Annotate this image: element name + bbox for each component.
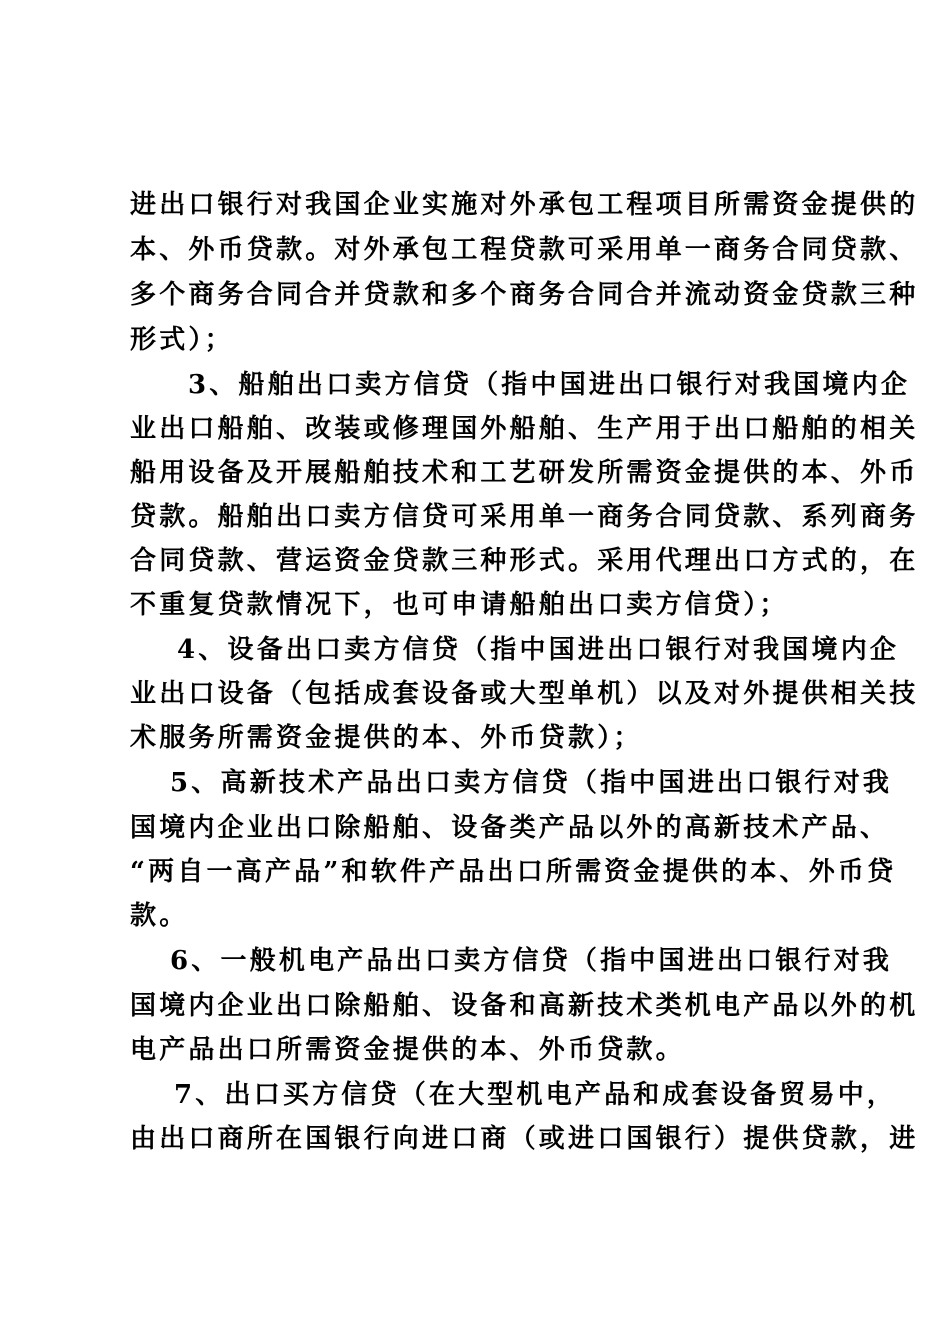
text-line: 不重复贷款情况下，也可申请船舶出口卖方信贷）； bbox=[130, 590, 789, 620]
text-line: 6、一般机电产品出口卖方信贷（指中国进出口银行对我 bbox=[170, 946, 893, 976]
text-line: 本、外币贷款。对外承包工程贷款可采用单一商务合同贷款、 bbox=[130, 235, 919, 265]
text-line: 形式）； bbox=[130, 325, 234, 355]
text-line: 贷款。船舶出口卖方信贷可采用单一商务合同贷款、系列商务 bbox=[130, 502, 919, 532]
text-line: 合同贷款、营运资金贷款三种形式。采用代理出口方式的，在 bbox=[130, 546, 919, 576]
text-line: 业出口设备（包括成套设备或大型单机）以及对外提供相关技 bbox=[130, 679, 919, 709]
text-line: 国境内企业出口除船舶、设备和高新技术类机电产品以外的机 bbox=[130, 991, 919, 1021]
text-line: 3、船舶出口卖方信贷（指中国进出口银行对我国境内企 bbox=[188, 370, 911, 400]
text-line: “两自一高产品”和软件产品出口所需资金提供的本、外币贷 bbox=[130, 857, 897, 887]
text-line: 7、出口买方信贷（在大型机电产品和成套设备贸易中， bbox=[174, 1080, 897, 1110]
text-line: 国境内企业出口除船舶、设备类产品以外的高新技术产品、 bbox=[130, 813, 890, 843]
text-line: 术服务所需资金提供的本、外币贷款）； bbox=[130, 723, 643, 753]
text-line: 业出口船舶、改装或修理国外船舶、生产用于出口船舶的相关 bbox=[130, 414, 919, 444]
text-line: 4、设备出口卖方信贷（指中国进出口银行对我国境内企 bbox=[177, 635, 900, 665]
text-line: 由出口商所在国银行向进口商（或进口国银行）提供贷款，进 bbox=[130, 1124, 919, 1154]
text-line: 5、高新技术产品出口卖方信贷（指中国进出口银行对我 bbox=[170, 768, 893, 798]
text-line: 船用设备及开展船舶技术和工艺研发所需资金提供的本、外币 bbox=[130, 458, 919, 488]
text-line: 款。 bbox=[130, 901, 189, 931]
text-line: 进出口银行对我国企业实施对外承包工程项目所需资金提供的 bbox=[130, 190, 919, 220]
text-line: 电产品出口所需资金提供的本、外币贷款。 bbox=[130, 1035, 685, 1065]
text-line: 多个商务合同合并贷款和多个商务合同合并流动资金贷款三种 bbox=[130, 280, 919, 310]
